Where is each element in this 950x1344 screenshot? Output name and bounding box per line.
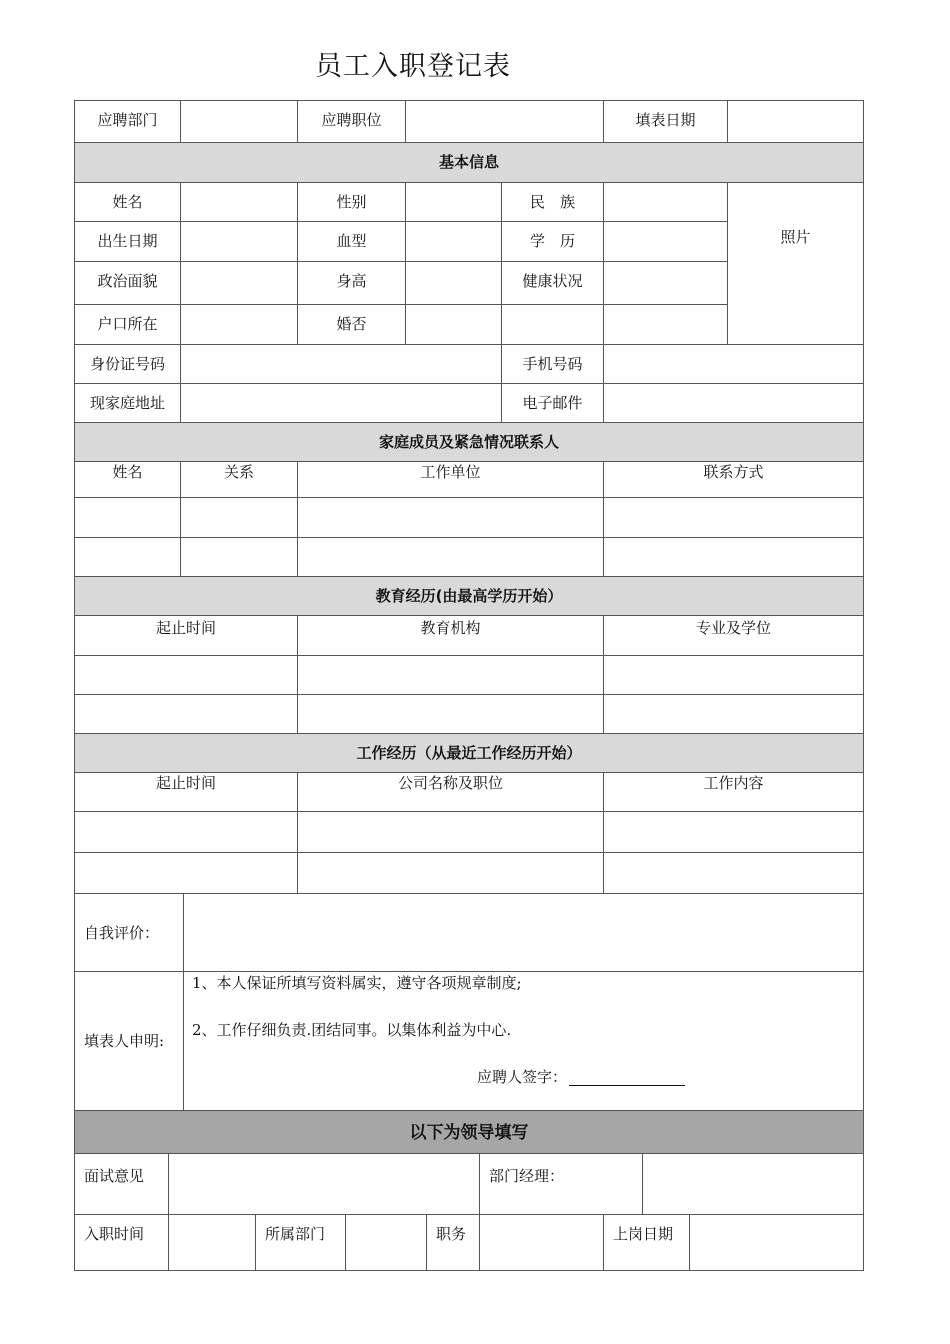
- family-cell[interactable]: [297, 497, 604, 538]
- label-ethnicity: 民 族: [501, 182, 604, 222]
- label-birthdate: 出生日期: [74, 221, 181, 262]
- label-declaration: 填表人申明:: [74, 971, 184, 1111]
- label-department: 所属部门: [255, 1214, 346, 1271]
- department-field[interactable]: [345, 1214, 427, 1271]
- education-cell[interactable]: [297, 655, 604, 695]
- blank-cell[interactable]: [603, 304, 728, 345]
- col-header-workplace: 工作单位: [297, 461, 604, 498]
- education-cell[interactable]: [74, 694, 298, 734]
- dept-manager-field[interactable]: [642, 1153, 864, 1215]
- education-level-field[interactable]: [603, 221, 728, 262]
- apply-position-field[interactable]: [405, 100, 604, 143]
- col-header-period: 起止时间: [74, 772, 298, 812]
- col-header-contact: 联系方式: [603, 461, 864, 498]
- label-apply-department: 应聘部门: [74, 100, 181, 143]
- birthdate-field[interactable]: [180, 221, 298, 262]
- col-header-major-degree: 专业及学位: [603, 615, 864, 656]
- form-title: 员工入职登记表: [315, 51, 511, 82]
- label-blood-type: 血型: [297, 221, 406, 262]
- col-header-job-content: 工作内容: [603, 772, 864, 812]
- signature-area: [477, 1068, 685, 1086]
- education-cell[interactable]: [297, 694, 604, 734]
- family-cell[interactable]: [74, 497, 181, 538]
- blood-type-field[interactable]: [405, 221, 502, 262]
- family-cell[interactable]: [74, 537, 181, 577]
- label-apply-position: 应聘职位: [297, 100, 406, 143]
- political-status-field[interactable]: [180, 261, 298, 305]
- height-field[interactable]: [405, 261, 502, 305]
- label-phone: 手机号码: [501, 344, 604, 384]
- label-id-number: 身份证号码: [74, 344, 181, 384]
- fill-date-field[interactable]: [727, 100, 864, 143]
- education-cell[interactable]: [603, 694, 864, 734]
- education-cell[interactable]: [74, 655, 298, 695]
- label-self-evaluation: 自我评价：: [74, 893, 184, 972]
- interview-opinion-field[interactable]: [168, 1153, 480, 1215]
- family-cell[interactable]: [180, 497, 298, 538]
- section-work: 工作经历（从最近工作经历开始）: [74, 733, 864, 773]
- label-political-status: 政治面貌: [74, 261, 181, 305]
- label-job-title: 职务: [426, 1214, 480, 1271]
- name-field[interactable]: [180, 182, 298, 222]
- work-cell[interactable]: [74, 811, 298, 853]
- ethnicity-field[interactable]: [603, 182, 728, 222]
- label-health: 健康状况: [501, 261, 604, 305]
- declaration-box: [183, 971, 864, 1111]
- col-header-institution: 教育机构: [297, 615, 604, 656]
- label-height: 身高: [297, 261, 406, 305]
- section-family: 家庭成员及紧急情况联系人: [74, 422, 864, 462]
- health-field[interactable]: [603, 261, 728, 305]
- education-cell[interactable]: [603, 655, 864, 695]
- home-address-field[interactable]: [180, 383, 502, 423]
- label-interview-opinion: 面试意见: [74, 1153, 169, 1215]
- col-header-period: 起止时间: [74, 615, 298, 656]
- signature-line[interactable]: [569, 1071, 685, 1086]
- work-cell[interactable]: [297, 852, 604, 894]
- declaration-line-1: 1、本人保证所填写资料属实，遵守各项规章制度;: [192, 974, 522, 992]
- label-hukou: 户口所在: [74, 304, 181, 345]
- marital-status-field[interactable]: [405, 304, 502, 345]
- photo-box[interactable]: [727, 182, 864, 345]
- family-cell[interactable]: [603, 497, 864, 538]
- section-education: 教育经历(由最高学历开始）: [74, 576, 864, 616]
- work-cell[interactable]: [297, 811, 604, 853]
- start-date-field[interactable]: [689, 1214, 864, 1271]
- col-header-relation: 关系: [180, 461, 298, 498]
- job-title-field[interactable]: [479, 1214, 604, 1271]
- label-gender: 性别: [297, 182, 406, 222]
- family-cell[interactable]: [180, 537, 298, 577]
- label-start-date: 上岗日期: [603, 1214, 690, 1271]
- label-signature: 应聘人签字：: [477, 1068, 568, 1086]
- work-cell[interactable]: [74, 852, 298, 894]
- id-number-field[interactable]: [180, 344, 502, 384]
- gender-field[interactable]: [405, 182, 502, 222]
- entry-date-field[interactable]: [168, 1214, 256, 1271]
- label-home-address: 现家庭地址: [74, 383, 181, 423]
- work-cell[interactable]: [603, 811, 864, 853]
- label-fill-date: 填表日期: [603, 100, 728, 143]
- apply-department-field[interactable]: [180, 100, 298, 143]
- email-field[interactable]: [603, 383, 864, 423]
- label-education-level: 学 历: [501, 221, 604, 262]
- label-marital-status: 婚否: [297, 304, 406, 345]
- self-evaluation-field[interactable]: [183, 893, 864, 972]
- section-basic-info: 基本信息: [74, 142, 864, 183]
- family-cell[interactable]: [297, 537, 604, 577]
- work-cell[interactable]: [603, 852, 864, 894]
- col-header-name: 姓名: [74, 461, 181, 498]
- label-photo: 照片: [780, 228, 811, 246]
- declaration-line-2: 2、工作仔细负责.团结同事。以集体利益为中心.: [192, 1021, 512, 1039]
- label-dept-manager: 部门经理：: [479, 1153, 643, 1215]
- blank-cell[interactable]: [501, 304, 604, 345]
- label-entry-date: 入职时间: [74, 1214, 169, 1271]
- family-cell[interactable]: [603, 537, 864, 577]
- section-leader: 以下为领导填写: [74, 1110, 864, 1154]
- hukou-field[interactable]: [180, 304, 298, 345]
- phone-field[interactable]: [603, 344, 864, 384]
- col-header-company-position: 公司名称及职位: [297, 772, 604, 812]
- label-email: 电子邮件: [501, 383, 604, 423]
- label-name: 姓名: [74, 182, 181, 222]
